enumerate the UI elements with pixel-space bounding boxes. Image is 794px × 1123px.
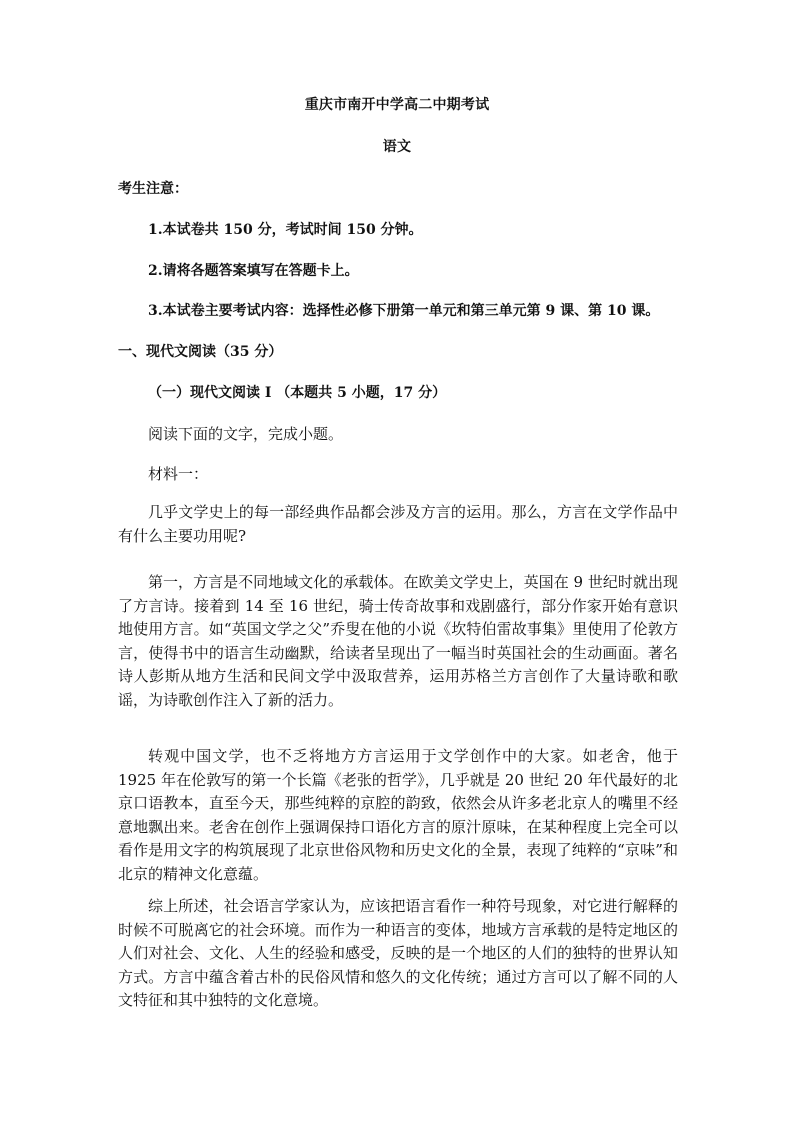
subject-title: 语文 bbox=[382, 139, 412, 155]
section-heading: 一、现代文阅读（35 分） bbox=[118, 344, 283, 360]
notice-item-1: 1.本试卷共 150 分，考试时间 150 分钟。 bbox=[148, 222, 423, 238]
paragraph-1: 几乎文学史上的每一部经典作品都会涉及方言的运用。那么，方言在文学作品中有什么主要功用呢? bbox=[118, 503, 678, 545]
paragraph-2: 第一，方言是不同地域文化的承载体。在欧美文学史上，英国在 9 世纪时就出现了方言诗。接着到 14 至 16 世纪，骑士传奇故事和戏剧盛行，部分作家开始有意识地使用方言。如“英国文学之父”乔叟在他的小说《坎特伯雷故事集》里使用了伦敦方言，使得书中的语言生动幽默，给读者呈现出了一幅当时英国社会的生动画面。著名诗人彭斯从地方生活和民间文学中汲取营养，运用苏格兰方言创作了大量诗歌和歌谣，为诗歌创作注入了新的活力。 bbox=[118, 573, 678, 709]
material-label: 材料一： bbox=[148, 465, 209, 483]
paragraph-4: 综上所述，社会语言学家认为，应该把语言看作一种符号现象，对它进行解释的时候不可脱离它的社会环境。而作为一种语言的变体，地域方言承载的是特定地区的人们对社会、文化、人生的经验和感受，反映的是一个地区的人们的独特的世界认知方式。方言中蕴含着古朴的民俗风情和悠久的文化传统；通过方言可以了解不同的人文特征和其中独特的文化意境。 bbox=[118, 897, 678, 1009]
section-subheading: （一）现代文阅读 I （本题共 5 小题，17 分） bbox=[148, 385, 447, 401]
exam-title: 重庆市南开中学高二中期考试 bbox=[304, 97, 490, 113]
reading-instruction: 阅读下面的文字，完成小题。 bbox=[148, 425, 344, 443]
notice-item-2: 2.请将各题答案填写在答题卡上。 bbox=[148, 263, 359, 279]
notice-item-3: 3.本试卷主要考试内容：选择性必修下册第一单元和第三单元第 9 课、第 10 课。 bbox=[148, 303, 660, 319]
notice-heading: 考生注意： bbox=[118, 181, 188, 197]
paragraph-3: 转观中国文学，也不乏将地方方言运用于文学创作中的大家。如老舍，他于 1925 年在伦敦写的第一个长篇《老张的哲学》，几乎就是 20 世纪 20 年代最好的北京口语教本，直至今天，那些纯粹的京腔的韵致，依然会从许多老北京人的嘴里不经意地飘出来。老舍在创作上强调保持口语化方言的原汁原味，在某种程度上完全可以看作是用文字的构筑展现了北京世俗风物和历史文化的全景，表现了纯粹的“京味”和北京的精神文化意蕴。 bbox=[118, 747, 678, 883]
